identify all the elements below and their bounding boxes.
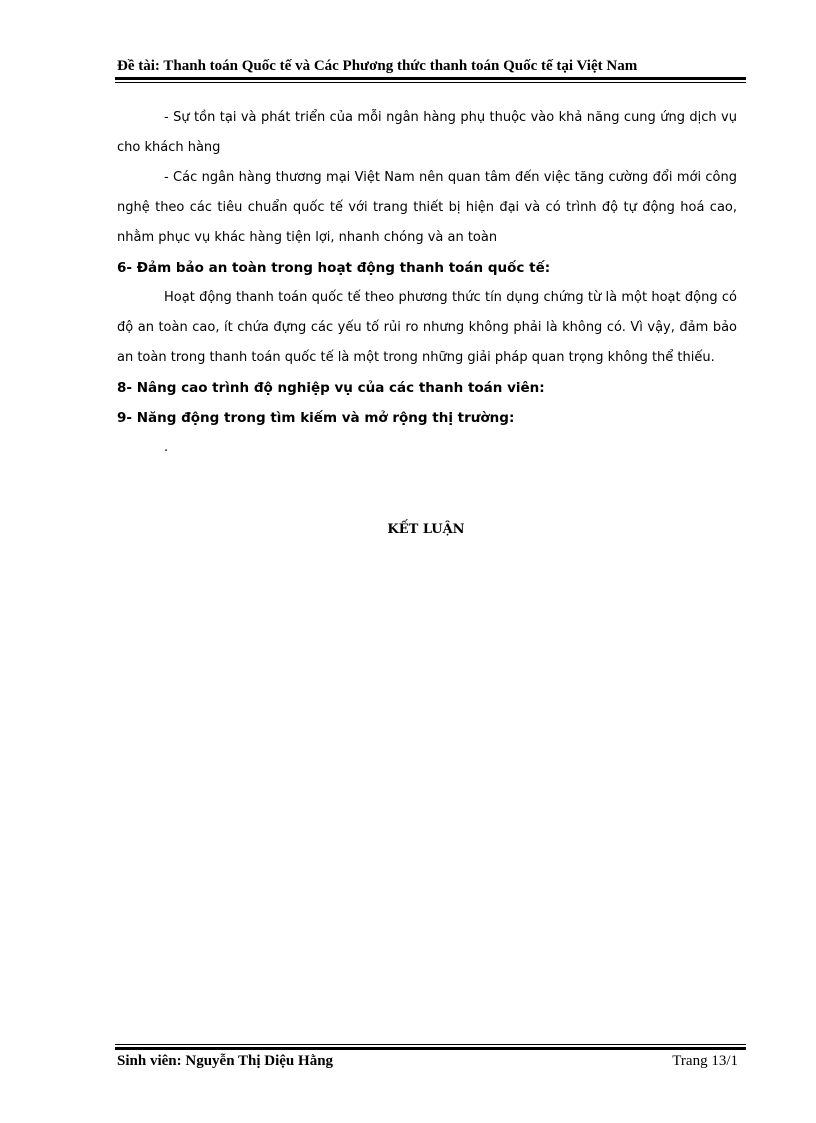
footer-page-number: Trang 13/1 [672,1053,738,1069]
header-rule-thin [115,82,746,83]
stray-dot: . [164,440,169,455]
heading-section-9: 9- Năng động trong tìm kiếm và mở rộng thị trường: [117,410,515,426]
heading-section-6: 6- Đảm bảo an toàn trong hoạt động thanh toán quốc tế: [117,260,551,276]
conclusion-title: KẾT LUẬN [387,522,465,537]
paragraph-safety: Hoạt động thanh toán quốc tế theo phương thức tín dụng chứng từ là một hoạt động có độ an toàn cao, ít chứa đựng các yếu tố rủi ro nhưng không phải là không có. Vì vậy, đảm bảo an toàn trong thanh toán quốc tế là một trong những giải pháp quan trọng không thể thiếu. [117,290,737,365]
header-title: Đề tài: Thanh toán Quốc tế và Các Phương thức thanh toán Quốc tế tại Việt Nam [117,58,638,74]
footer-rule-thin [115,1044,746,1045]
header-rule-thick [115,77,746,80]
paragraph-technology: - Các ngân hàng thương mại Việt Nam nên quan tâm đến việc tăng cường đổi mới công nghệ theo các tiêu chuẩn quốc tế với trang thiết bị hiện đại và có trình độ tự động hoá cao, nhằm phục vụ khác hàng tiện lợi, nhanh chóng và an toàn [117,170,737,245]
document-body [117,103,737,463]
footer-rule-thick [115,1047,746,1050]
paragraph-service: - Sự tồn tại và phát triển của mỗi ngân hàng phụ thuộc vào khả năng cung ứng dịch vụ cho khách hàng [117,110,737,155]
footer-student-name: Sinh viên: Nguyễn Thị Diệu Hằng [117,1053,334,1069]
heading-section-8: 8- Nâng cao trình độ nghiệp vụ của các thanh toán viên: [117,380,545,396]
